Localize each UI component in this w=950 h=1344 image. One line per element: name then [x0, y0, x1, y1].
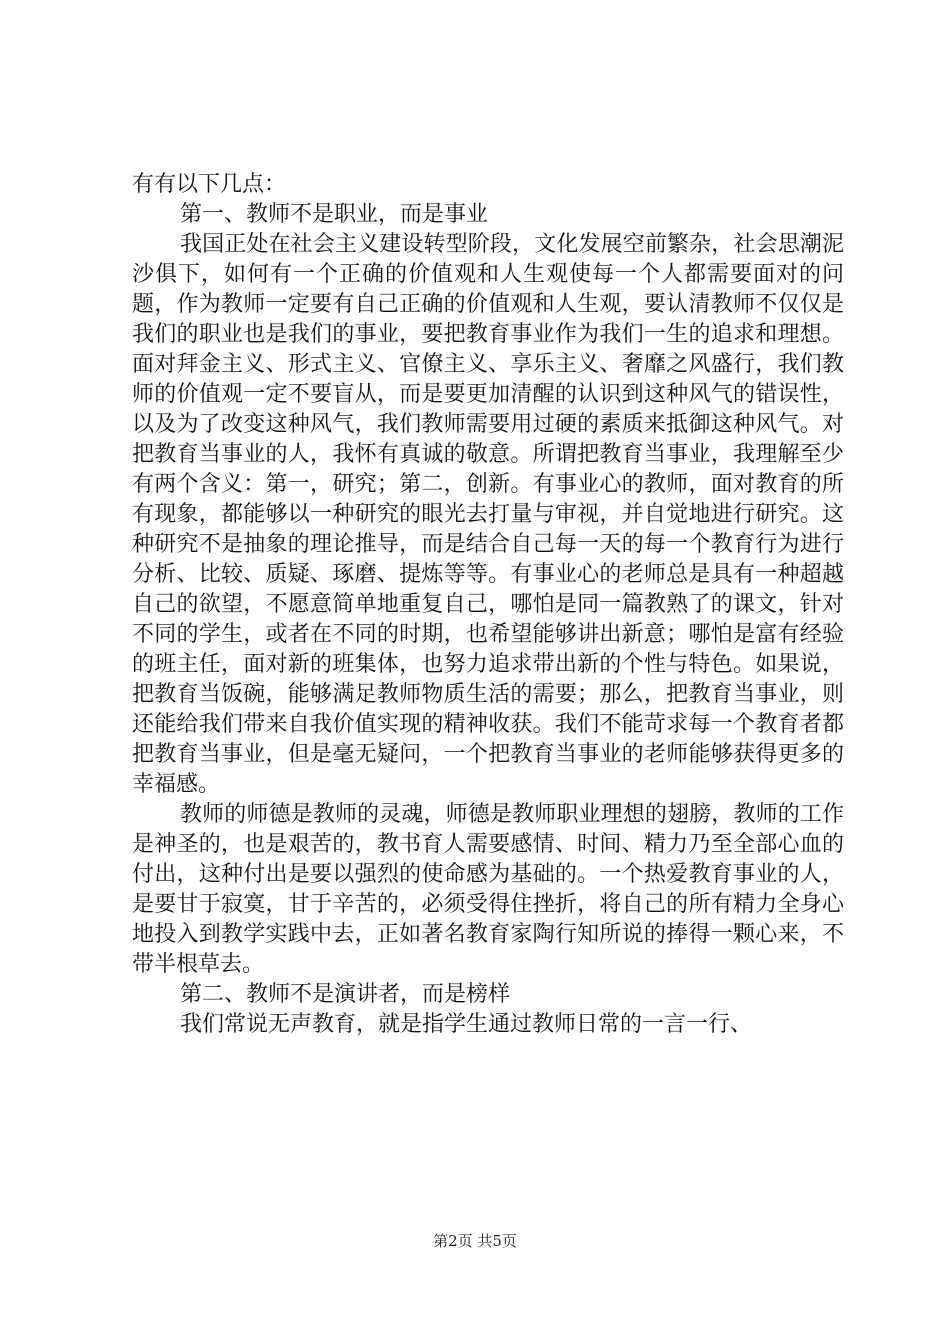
paragraph-3: 我们常说无声教育，就是指学生通过教师日常的一言一行、: [180, 1012, 753, 1037]
paragraph-2: 教师的师德是教师的灵魂，师德是教师职业理想的翅膀，教师的工作是神圣的，也是艰苦的，教书育人需要感情、时间、精力乃至全部心血的付出，这种付出是要以强烈的使命感为基础的。一个热爱教育事业的人，是要甘于寂寞，甘于辛苦的，必须受得住挫折，将自己的所有精力全身心地投入到教学实践中去，正如著名教育家陶行知所说的捧得一颗心来，不带半根草去。: [132, 802, 844, 977]
paragraph-1: 我国正处在社会主义建设转型阶段，文化发展空前繁杂，社会思潮泥沙俱下，如何有一个正确的价值观和人生观使每一个人都需要面对的问题，作为教师一定要有自己正确的价值观和人生观，要认清教师不仅仅是我们的职业也是我们的事业，要把教育事业作为我们一生的追求和理想。面对拜金主义、形式主义、官僚主义、享乐主义、奢靡之风盛行，我们教师的价值观一定不要盲从，而是要更加清醒的认识到这种风气的错误性，以及为了改变这种风气，我们教师需要用过硬的素质来抵御这种风气。对把教育当事业的人，我怀有真诚的敬意。所谓把教育当事业，我理解至少有两个含义：第一，研究；第二，创新。有事业心的教师，面对教育的所有现象，都能够以一种研究的眼光去打量与审视，并自觉地进行研究。这种研究不是抽象的理论推导，而是结合自己每一天的每一个教育行为进行分析、比较、质疑、琢磨、提炼等等。有事业心的老师总是具有一种超越自己的欲望，不愿意简单地重复自己，哪怕是同一篇教熟了的课文，针对不同的学生，或者在不同的时期，也希望能够讲出新意；哪怕是富有经验的班主任，面对新的班集体，也努力追求带出新的个性与特色。如果说，把教育当饭碗，能够满足教师物质生活的需要；那么，把教育当事业，则还能给我们带来自我价值实现的精神收获。我们不能苛求每一个教育者都把教育当事业，但是毫无疑问，一个把教育当事业的老师能够获得更多的幸福感。: [132, 232, 844, 797]
document-body: [132, 170, 844, 1040]
section-heading-2: 第二、教师不是演讲者，而是榜样: [180, 982, 511, 1007]
page-number-footer: 第2页 共5页: [433, 1232, 517, 1250]
lead-line: 有有以下几点：: [132, 172, 287, 197]
section-heading-1: 第一、教师不是职业，而是事业: [180, 202, 489, 227]
